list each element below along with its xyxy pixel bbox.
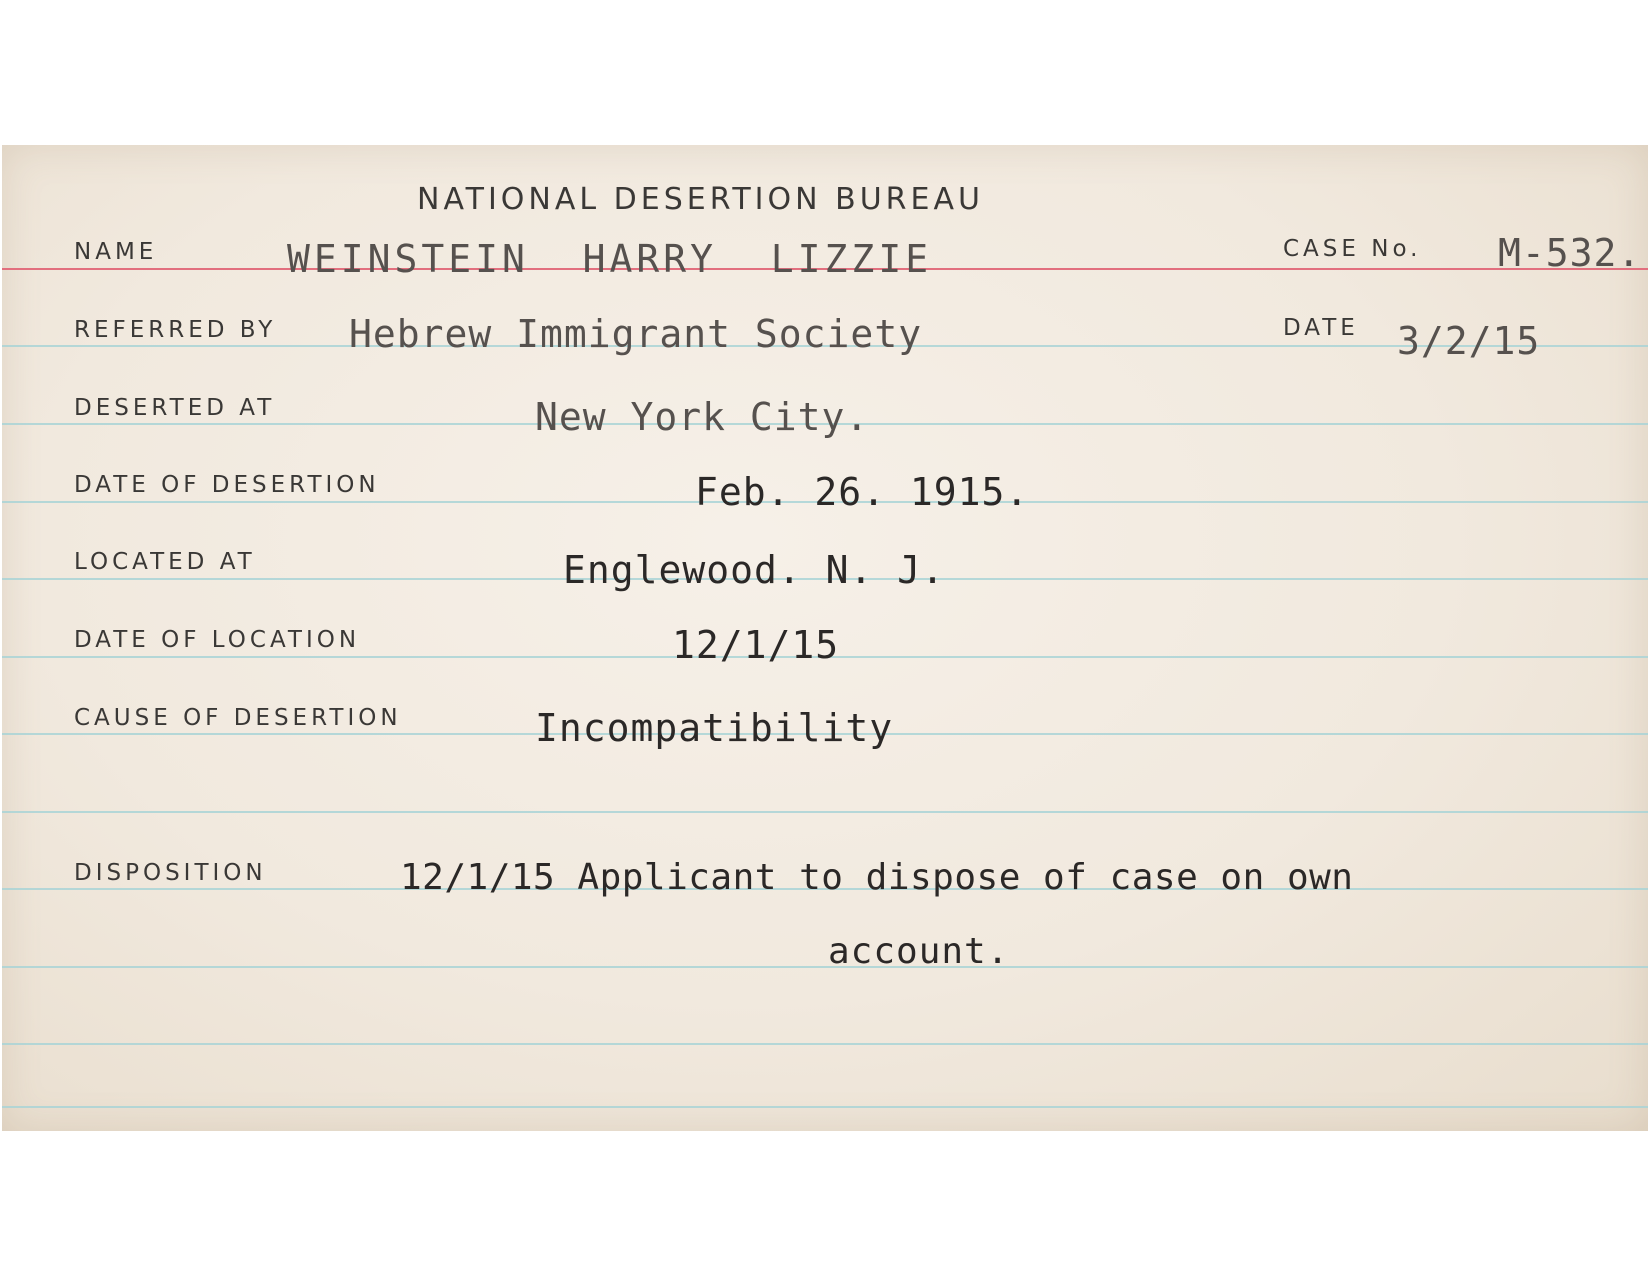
ruled-line <box>2 1106 1648 1108</box>
ruled-line <box>2 966 1648 968</box>
label-located-at: LOCATED AT <box>74 549 256 575</box>
value-located-at: Englewood. N. J. <box>563 548 946 592</box>
ruled-line <box>2 1043 1648 1045</box>
label-referred-by: REFERRED BY <box>74 317 277 343</box>
label-case-no: CASE No. <box>1283 236 1422 262</box>
value-name: WEINSTEIN HARRY LIZZIE <box>287 237 933 281</box>
label-cause-of-desertion: CAUSE OF DESERTION <box>74 705 402 731</box>
value-cause-of-desertion: Incompatibility <box>535 706 894 750</box>
value-date: 3/2/15 <box>1397 319 1541 363</box>
value-date-of-location: 12/1/15 <box>672 623 840 667</box>
label-name: NAME <box>74 239 158 265</box>
value-disposition-line2: account. <box>828 931 1010 972</box>
ruled-line <box>2 811 1648 813</box>
label-date: DATE <box>1283 315 1359 341</box>
value-referred-by: Hebrew Immigrant Society <box>349 312 923 356</box>
value-case-no: M-532. <box>1498 231 1642 275</box>
label-disposition: DISPOSITION <box>74 860 267 886</box>
value-deserted-at: New York City. <box>535 395 870 439</box>
label-deserted-at: DESERTED AT <box>74 395 276 421</box>
label-date-of-desertion: DATE OF DESERTION <box>74 472 380 498</box>
index-card <box>2 145 1648 1131</box>
label-date-of-location: DATE OF LOCATION <box>74 627 361 653</box>
value-disposition-line1: 12/1/15 Applicant to dispose of case on own <box>400 857 1354 898</box>
card-title: NATIONAL DESERTION BUREAU <box>417 182 984 217</box>
value-date-of-desertion: Feb. 26. 1915. <box>695 470 1030 514</box>
